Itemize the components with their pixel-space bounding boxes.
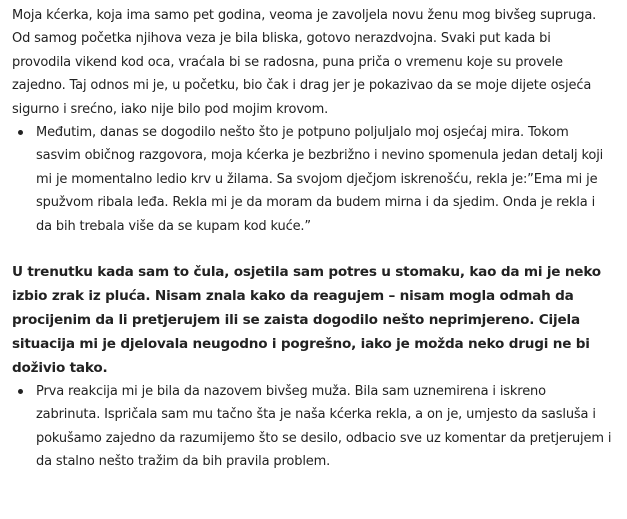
paragraph-intro: Moja kćerka, koja ima samo pet godina, veoma je zavoljela novu ženu mog bivšeg supruga. Od samog početka njihova veza je bila bliska, gotovo nerazdvojna. Svaki put kada bi provodila vikend kod oca, vraćala bi se radosna, puna priča o vremenu koje su provele zajedno. Taj odnos mi je, u početku, bio čak i drag jer je pokazivao da se moje dijete osjeća sigurno i srećno, iako nije bilo pod mojim krovom. — [12, 8, 597, 117]
article-body — [12, 4, 612, 474]
bullet-list-1 — [12, 121, 612, 238]
paragraph-reaction: U trenutku kada sam to čula, osjetila sam potres u stomaku, kao da mi je neko izbio zrak iz pluća. Nisam znala kako da reagujem – nisam mogla odmah da procijenim da li pretjerujem ili se zaista dogodilo nešto neprimjereno. Cijela situacija mi je djelovala neugodno i pogrešno, iako je možda neko drugi ne bi doživio tako. — [12, 264, 601, 377]
bullet-item-call: Prva reakcija mi je bila da nazovem bivšeg muža. Bila sam uznemirena i iskreno zabrinuta. Ispričala sam mu tačno šta je naša kćerka rekla, a on je, umjesto da sasluša i pokušamo zajedno da razumijemo što se desilo, odbacio sve uz komentar da pretjerujem i da stalno nešto tražim da bih pravila problem. — [12, 380, 612, 474]
bullet-item-incident: Međutim, danas se dogodilo nešto što je potpuno poljuljalo moj osjećaj mira. Tokom sasvim običnog razgovora, moja kćerka je bezbrižno i nevino spomenula jedan detalj koji mi je momentalno ledio krv u žilama. Sa svojom dječjom iskrenošću, rekla je:”Ema mi je spužvom ribala leđa. Rekla mi je da moram da budem mirna i da sjedim. Onda je rekla i da bih trebala više da se kupam kod kuće.” — [12, 121, 612, 238]
bullet-list-2 — [12, 380, 612, 474]
